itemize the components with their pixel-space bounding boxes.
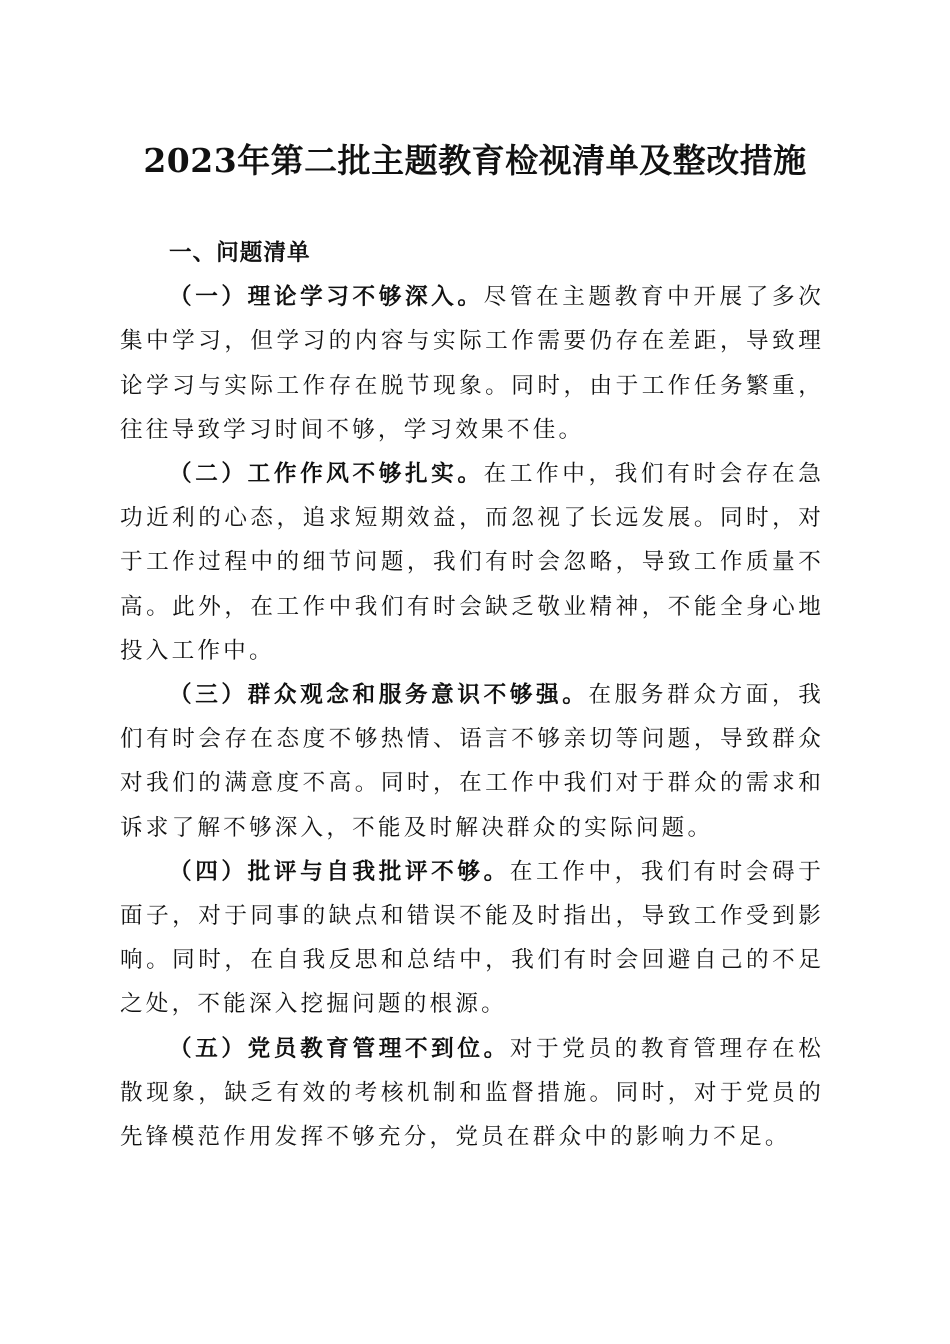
issue-text: 在工作中，我们有时会存在急功近利的心态，追求短期效益，而忽视了长远发展。同时，对于工作过程中的细节问题，我们有时会忽略，导致工作质量不高。此外，在工作中我们有时会缺乏敬业精神，不能全身心地投入工作中。 xyxy=(120,461,824,664)
issue-heading: （三）群众观念和服务意识不够强。 xyxy=(169,682,589,709)
issue-text: 尽管在主题教育中开展了多次集中学习，但学习的内容与实际工作需要仍存在差距，导致理论学习与实际工作存在脱节现象。同时，由于工作任务繁重，往往导致学习时间不够，学习效果不佳。 xyxy=(120,284,824,443)
issue-paragraph-3 xyxy=(120,673,824,850)
issue-paragraph-4 xyxy=(120,850,824,1027)
document-body xyxy=(120,231,824,1159)
issue-text: 在工作中，我们有时会碍于面子，对于同事的缺点和错误不能及时指出，导致工作受到影响。同时，在自我反思和总结中，我们有时会回避自己的不足之处，不能深入挖掘问题的根源。 xyxy=(120,858,824,1018)
issue-heading: （二）工作作风不够扎实。 xyxy=(169,461,484,488)
issue-text: 在服务群众方面，我们有时会存在态度不够热情、语言不够亲切等问题，导致群众对我们的满意度不高。同时，在工作中我们对于群众的需求和诉求了解不够深入，不能及时解决群众的实际问题。 xyxy=(120,682,824,841)
issue-paragraph-1 xyxy=(120,275,824,452)
section-heading: 一、问题清单 xyxy=(169,240,311,266)
issue-paragraph-2 xyxy=(120,452,824,673)
issue-paragraph-5 xyxy=(120,1027,824,1160)
issue-heading: （一）理论学习不够深入。 xyxy=(169,284,484,311)
issue-heading: （四）批评与自我批评不够。 xyxy=(169,858,510,885)
issue-text: 对于党员的教育管理存在松散现象，缺乏有效的考核机制和监督措施。同时，对于党员的先锋模范作用发挥不够充分，党员在群众中的影响力不足。 xyxy=(120,1035,824,1151)
issue-heading: （五）党员教育管理不到位。 xyxy=(169,1035,510,1062)
document-title: 2023年第二批主题教育检视清单及整改措施 xyxy=(143,141,807,180)
